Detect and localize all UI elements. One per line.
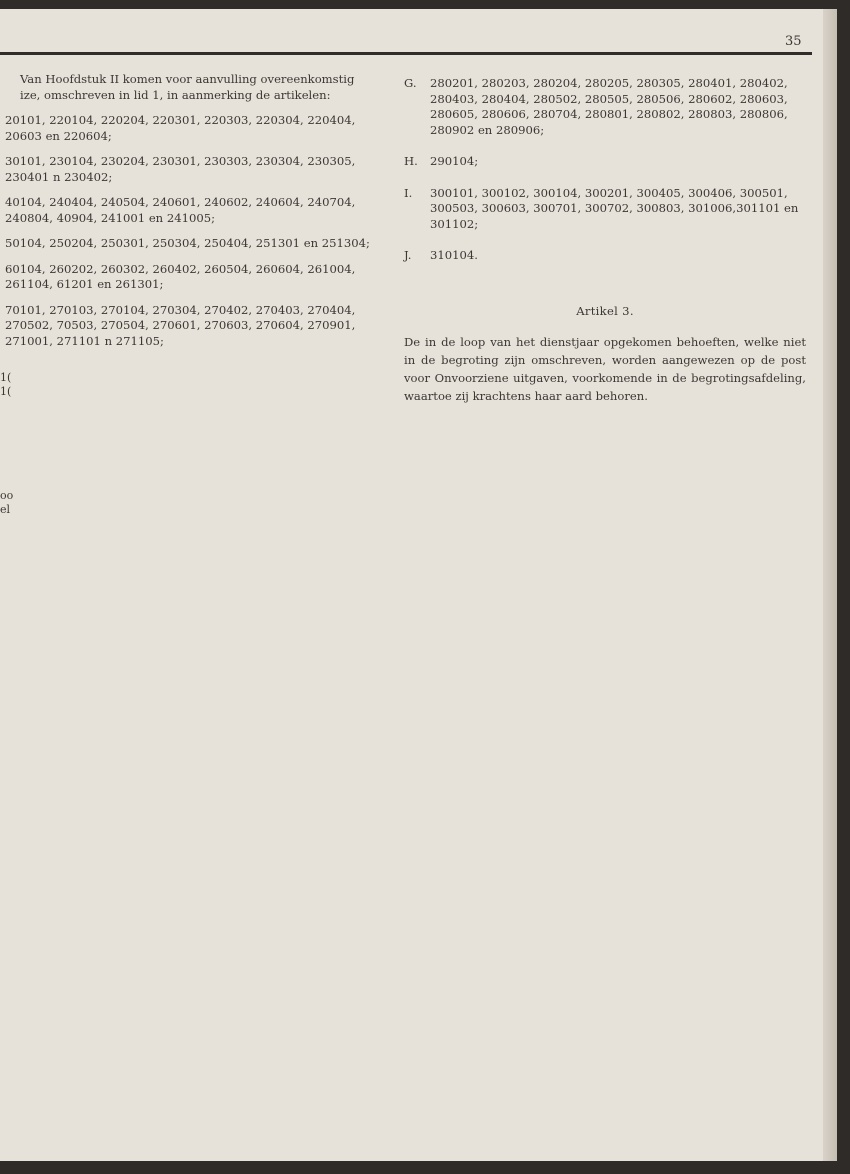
section-text: 300101, 300102, 300104, 300201, 300405, 300406, 300501, 300503, 300603, 300701, 300702, 300803, 301006,301101 en 301102;	[430, 185, 799, 231]
section-label: I.	[404, 185, 413, 200]
article-list-22: 20101, 220104, 220204, 220301, 220303, 220304, 220404, 20603 en 220604;	[5, 113, 356, 143]
section-text: 280201, 280203, 280204, 280205, 280305, 280401, 280402, 280403, 280404, 280502, 280505, 280506, 280602, 280603, 280605, 280606, 280704, 280801, 280802, 280803, 280806, 280902 en 280906;	[430, 76, 788, 137]
article-list-26: 60104, 260202, 260302, 260402, 260504, 260604, 261004, 261104, 61201 en 261301;	[5, 261, 356, 291]
article-paragraph: De in de loop van het dienstjaar opgekomen behoeften, welke niet in de begroting zijn omschreven, worden aangewezen op de post voor Onvoorziene uitgaven, voorkomende in de begrotingsafdeling, waartoe zij krachtens haar aard behoren.	[404, 335, 806, 403]
page-number: 35	[785, 34, 802, 49]
article-heading: Artikel 3.	[576, 303, 634, 318]
section-j	[404, 248, 806, 264]
article-list-24: 40104, 240404, 240504, 240601, 240602, 240604, 240704, 240804, 40904, 241001 en 241005;	[5, 195, 356, 225]
section-label: J.	[404, 248, 412, 262]
section-i	[404, 186, 806, 233]
margin-fragment: oo	[0, 489, 14, 502]
section-label: H.	[404, 154, 418, 168]
page-edge	[823, 9, 837, 1161]
margin-fragment: el	[0, 503, 11, 516]
section-h	[404, 154, 806, 170]
section-g	[404, 76, 806, 138]
right-column	[404, 76, 806, 417]
section-label: G.	[404, 76, 417, 90]
left-intro-paragraph: Van Hoofdstuk II komen voor aanvulling overeenkomstig ize, omschreven in lid 1, in aanmerking de artikelen:	[20, 72, 355, 102]
section-text: 290104;	[430, 154, 479, 168]
section-text: 310104.	[430, 248, 478, 262]
margin-fragment: 1(	[0, 371, 12, 384]
header-rule	[0, 52, 812, 55]
article-list-27: 70101, 270103, 270104, 270304, 270402, 270403, 270404, 270502, 70503, 270504, 270601, 270603, 270604, 270901, 271001, 271101 n 271105;	[5, 302, 356, 348]
document-page	[0, 9, 837, 1161]
article-list-23: 30101, 230104, 230204, 230301, 230303, 230304, 230305, 230401 n 230402;	[5, 154, 356, 184]
left-column	[5, 72, 375, 359]
margin-fragment: 1(	[0, 385, 12, 398]
article-list-25: 50104, 250204, 250301, 250304, 250404, 251301 en 251304;	[5, 236, 370, 250]
